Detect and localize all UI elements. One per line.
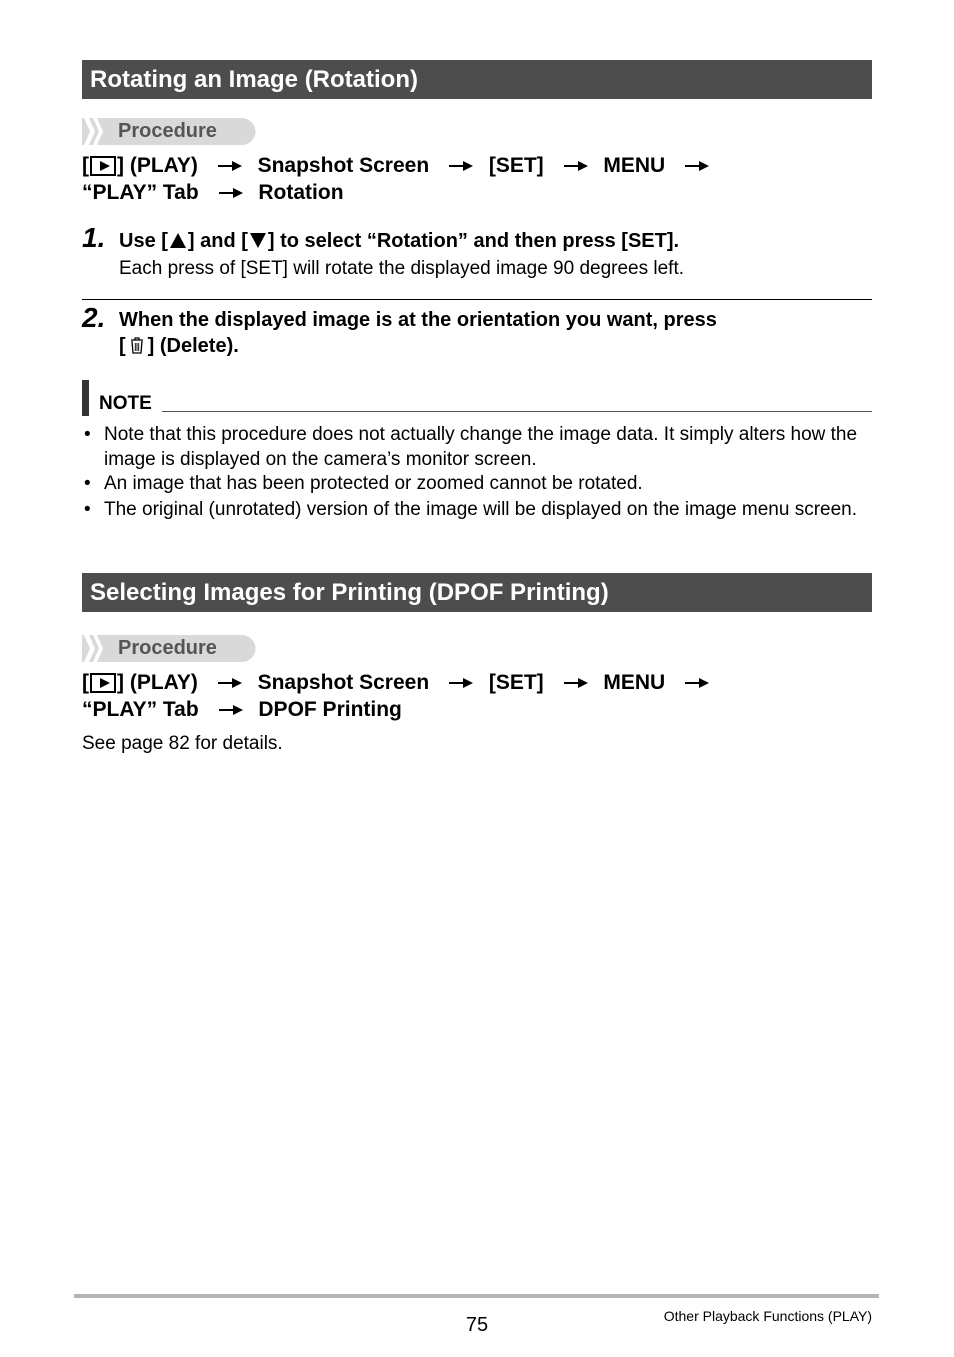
step-1-text-c: ] to select “Rotation” and then press [SET].	[267, 230, 680, 252]
step-1-description: Each press of [SET] will rotate the displayed image 90 degrees left.	[119, 258, 685, 279]
right-arrow-icon	[449, 161, 473, 171]
path-play: ] (PLAY)	[117, 154, 198, 178]
menu-path-line-2	[82, 180, 344, 206]
see-page-reference: See page 82 for details.	[82, 733, 283, 754]
step-divider	[82, 299, 872, 300]
path-set: [SET]	[488, 154, 544, 178]
footer-chapter-title: Other Playback Functions (PLAY)	[663, 1308, 872, 1324]
right-arrow-icon	[219, 188, 243, 198]
trash-icon	[127, 335, 147, 355]
section-heading-dpof	[82, 573, 872, 612]
path-set: [SET]	[488, 671, 544, 695]
menu-path-line-1	[82, 670, 719, 696]
note-rule	[162, 411, 872, 412]
note-marker	[82, 380, 89, 416]
path-rotation: Rotation	[258, 181, 344, 205]
right-arrow-icon	[218, 161, 242, 171]
right-arrow-icon	[219, 705, 243, 715]
right-arrow-icon	[449, 678, 473, 688]
note-item-text: An image that has been protected or zoomed cannot be rotated.	[104, 473, 643, 494]
procedure-tag	[82, 635, 256, 662]
path-play-tab: “PLAY” Tab	[82, 181, 199, 205]
path-bracket-open: [	[82, 154, 89, 178]
step-number-2: 2.	[82, 302, 106, 333]
right-arrow-icon	[685, 161, 709, 171]
path-menu: MENU	[603, 671, 666, 695]
right-arrow-icon	[218, 678, 242, 688]
path-bracket-open: [	[82, 671, 89, 695]
menu-path-line-1	[82, 153, 719, 179]
step-2-bracket: [	[119, 335, 126, 357]
section-title: Selecting Images for Printing (DPOF Printing)	[90, 579, 609, 606]
right-arrow-icon	[685, 678, 709, 688]
path-snapshot-screen: Snapshot Screen	[257, 671, 430, 695]
step-1-instruction	[119, 228, 679, 254]
path-snapshot-screen: Snapshot Screen	[257, 154, 430, 178]
procedure-label: Procedure	[118, 637, 217, 659]
menu-path-line-2	[82, 697, 402, 723]
note-item-text: Note that this procedure does not actually change the image data. It simply alters how the image is displayed on the camera’s monitor screen.	[104, 424, 858, 470]
footer-rule	[74, 1294, 879, 1298]
note-item	[84, 422, 874, 472]
play-icon	[90, 156, 116, 176]
down-arrow-icon	[250, 233, 266, 248]
page-number: 75	[465, 1314, 489, 1336]
note-item-text: The original (unrotated) version of the image will be displayed on the image menu screen.	[104, 499, 858, 520]
path-dpof-printing: DPOF Printing	[258, 698, 402, 722]
step-1-text-b: ] and [	[187, 230, 248, 252]
step-2-instruction	[119, 307, 859, 359]
step-2-line-2	[119, 333, 859, 359]
section-title: Rotating an Image (Rotation)	[90, 66, 418, 93]
step-number-1: 1.	[82, 222, 106, 253]
procedure-tag	[82, 118, 256, 145]
bullet-dot: •	[84, 424, 91, 445]
step-2-line-1: When the displayed image is at the orientation you want, press	[119, 309, 717, 331]
path-menu: MENU	[603, 154, 666, 178]
up-arrow-icon	[170, 233, 186, 248]
step-1-text-a: Use [	[119, 230, 168, 252]
right-arrow-icon	[564, 678, 588, 688]
section-heading-rotation	[82, 60, 872, 99]
note-label: NOTE	[99, 393, 152, 414]
step-2-delete-label: ] (Delete).	[147, 335, 239, 357]
path-play: ] (PLAY)	[117, 671, 198, 695]
right-arrow-icon	[564, 161, 588, 171]
note-item	[84, 471, 874, 496]
bullet-dot: •	[84, 473, 91, 494]
procedure-label: Procedure	[118, 120, 217, 142]
play-icon	[90, 673, 116, 693]
note-item	[84, 497, 874, 547]
bullet-dot: •	[84, 499, 91, 520]
path-play-tab: “PLAY” Tab	[82, 698, 199, 722]
